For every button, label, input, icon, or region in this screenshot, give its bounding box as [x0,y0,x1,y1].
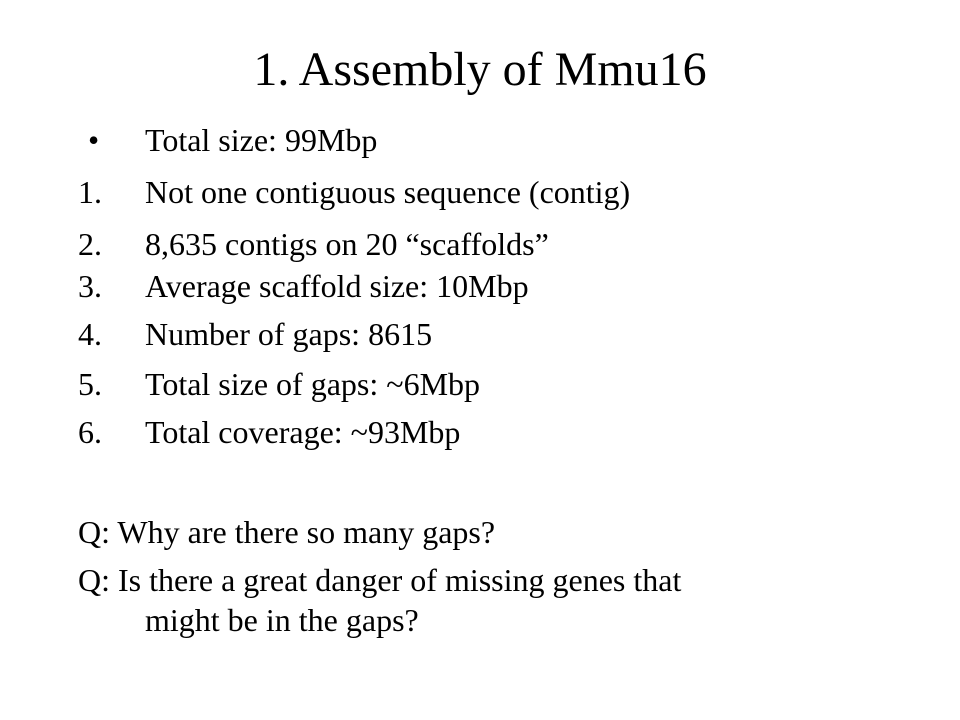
list-item-number: 5. [78,366,102,402]
list-item [0,226,960,262]
slide-title: 1. Assembly of Mmu16 [253,43,707,96]
question-continuation: might be in the gaps? [145,602,419,638]
question-text: Q: Why are there so many gaps? [78,514,496,550]
list-item [0,316,960,352]
bullet-item [0,122,960,158]
bullet-text: Total size: 99Mbp [145,122,378,158]
list-item [0,268,960,304]
question-text: Q: Is there a great danger of missing genes that [78,562,682,598]
list-item-number: 6. [78,414,102,450]
list-item [0,174,960,210]
list-item-text: Average scaffold size: 10Mbp [145,268,529,304]
list-item [0,366,960,402]
list-item-number: 2. [78,226,102,262]
list-item-text: Total coverage: ~93Mbp [145,414,461,450]
list-item-text: 8,635 contigs on 20 “scaffolds” [145,226,549,262]
list-item-text: Number of gaps: 8615 [145,316,433,352]
list-item-number: 4. [78,316,102,352]
list-item-text: Not one contiguous sequence (contig) [145,174,631,210]
list-item-number: 3. [78,268,102,304]
list-item [0,414,960,450]
bullet-marker: • [88,122,100,158]
list-item-text: Total size of gaps: ~6Mbp [145,366,481,402]
list-item-number: 1. [78,174,102,210]
